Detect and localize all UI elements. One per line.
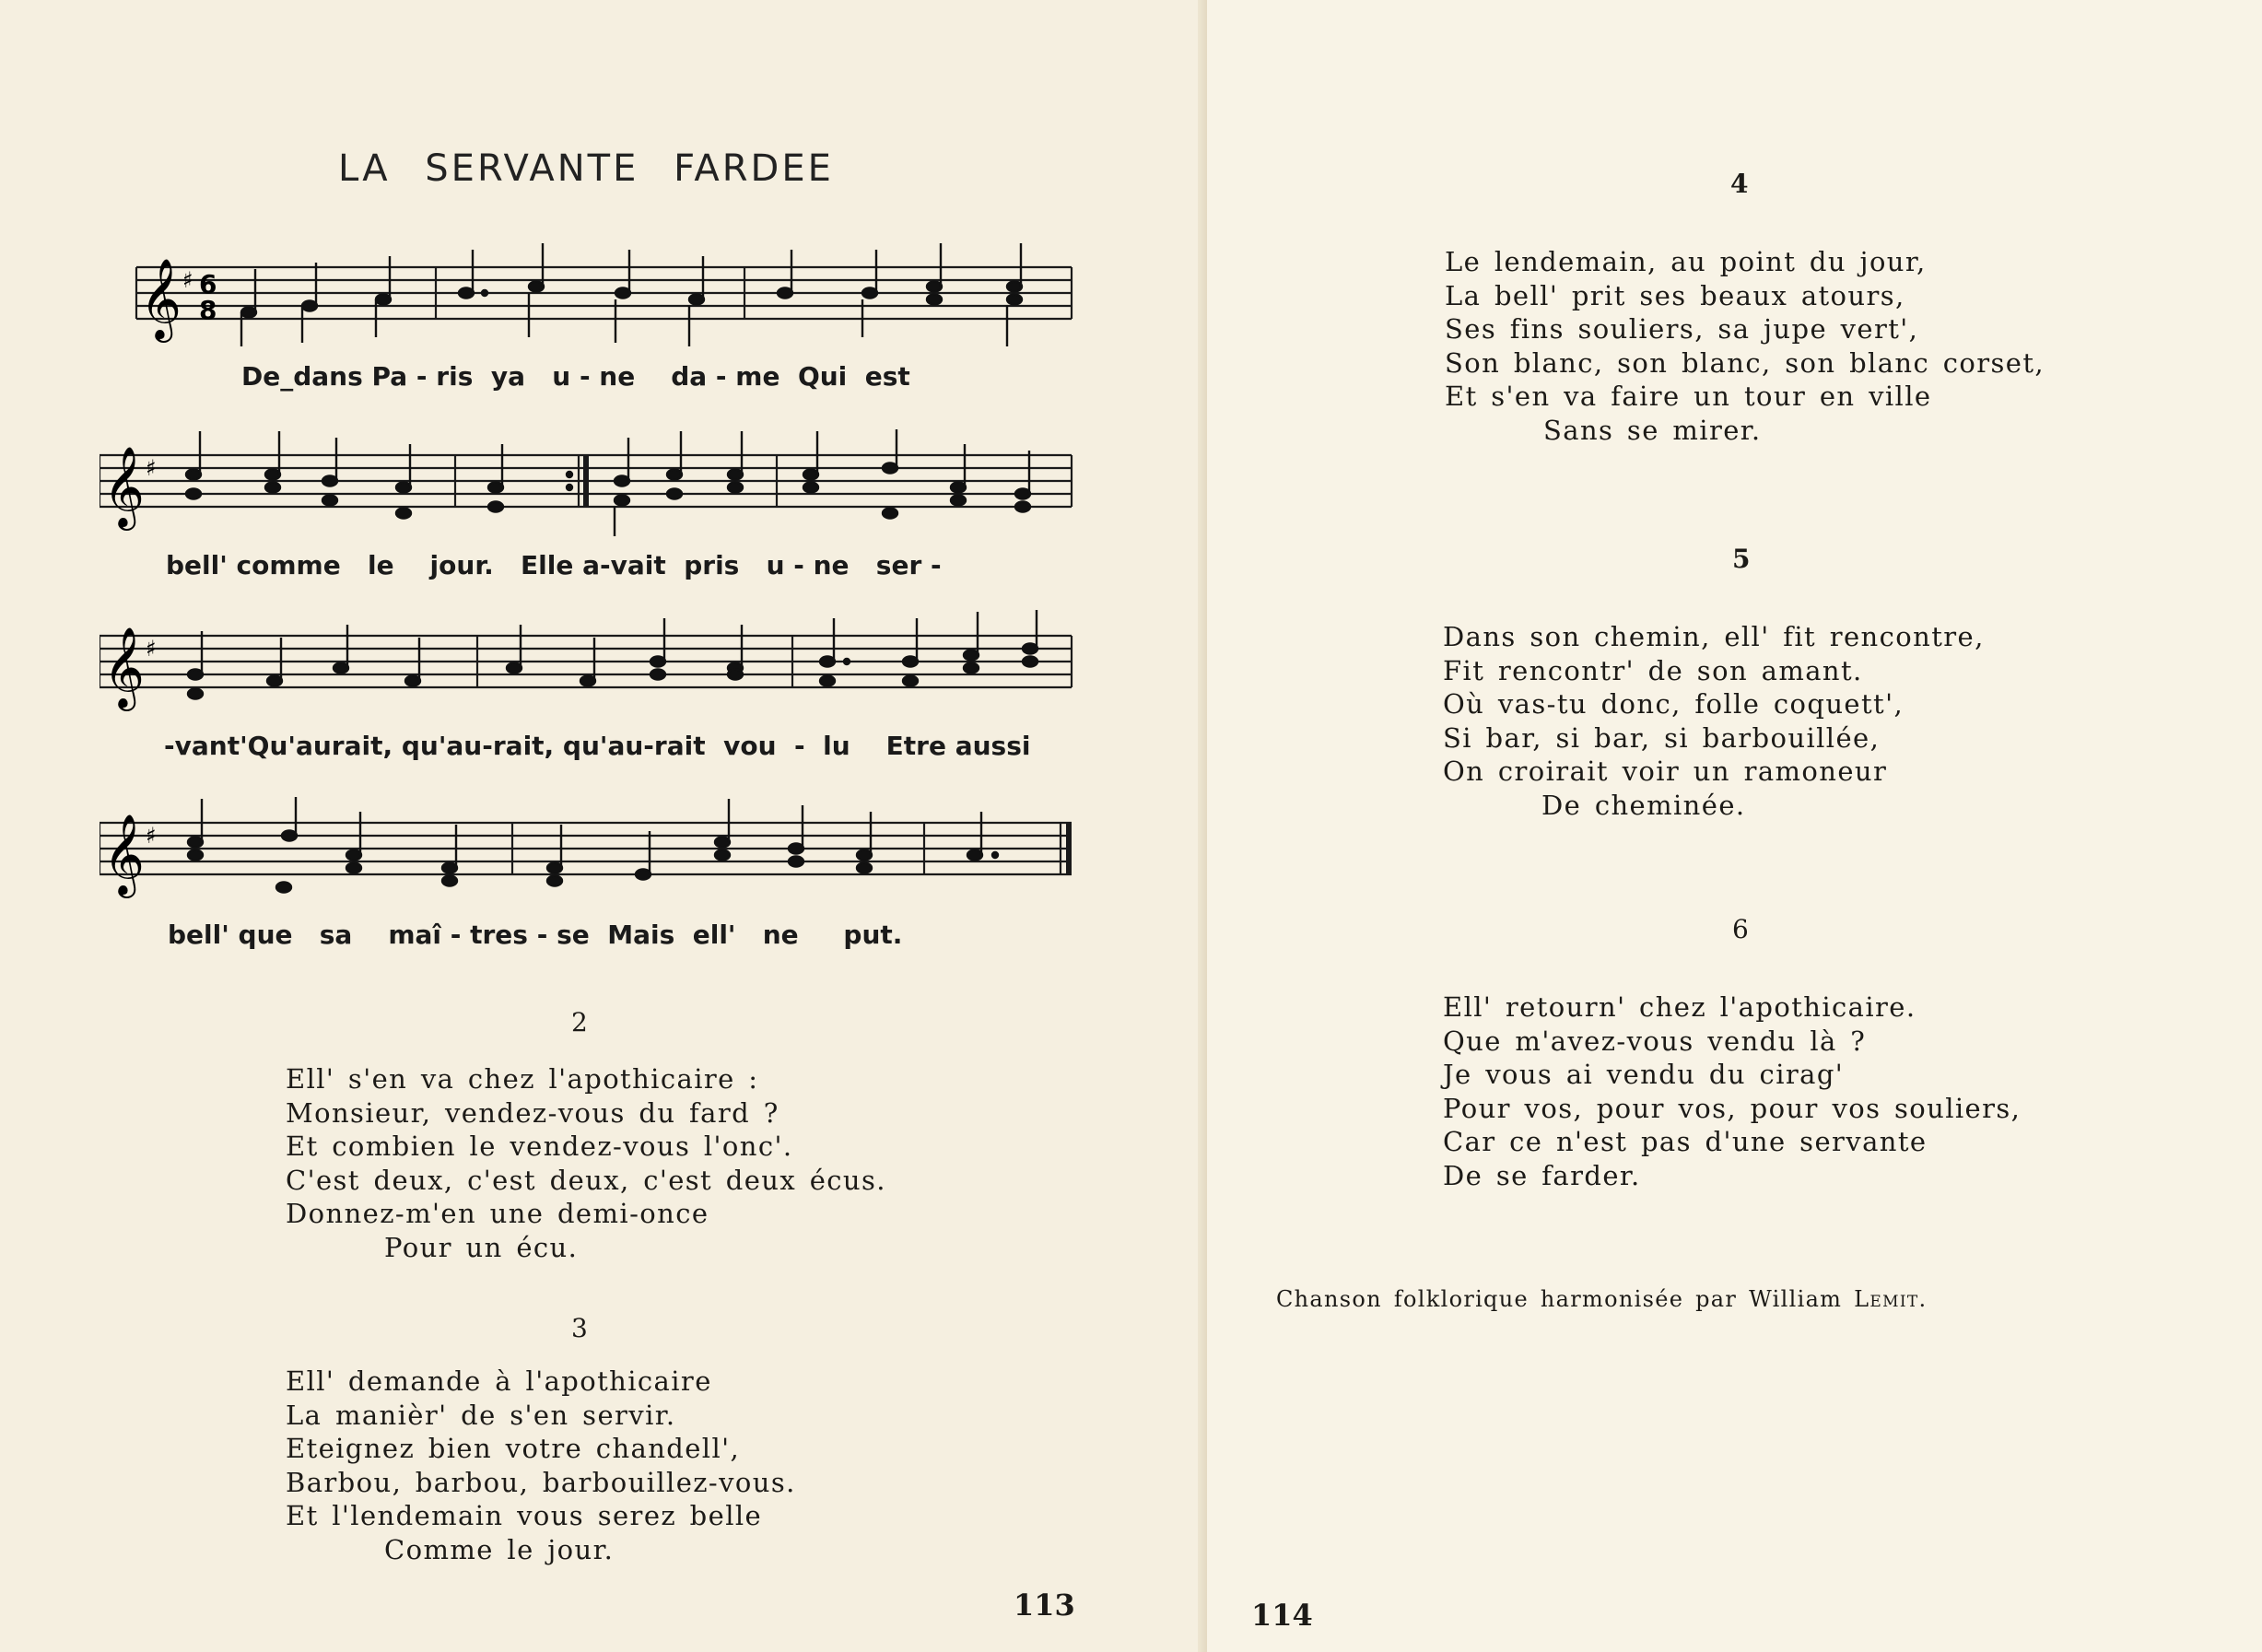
svg-text:𝄞: 𝄞 xyxy=(140,257,182,339)
stanza-number-6: 6 xyxy=(1732,914,1749,944)
stanza-number-5: 5 xyxy=(1732,544,1751,574)
music-staff-1 xyxy=(100,241,1076,352)
stanza-line: Son blanc, son blanc, son blanc corset, xyxy=(1445,346,2045,379)
stanza-line: Que m'avez-vous vendu là ? xyxy=(1443,1025,1867,1057)
stanza-line: Sans se mirer. xyxy=(1543,414,1762,446)
svg-text:𝄞: 𝄞 xyxy=(103,445,145,527)
stanza-line: Monsieur, vendez-vous du fard ? xyxy=(286,1096,779,1129)
stanza-line: Donnez-m'en une demi-once xyxy=(286,1198,709,1229)
stanza-line: Ell' demande à l'apothicaire xyxy=(286,1365,712,1397)
stanza-line: Ell' retourn' chez l'apothicaire. xyxy=(1443,991,1916,1023)
stanza-line: Eteignez bien votre chandell', xyxy=(286,1433,741,1464)
stanza-line: Ses fins souliers, sa jupe vert', xyxy=(1445,313,1919,345)
svg-text:♯: ♯ xyxy=(146,636,157,662)
stanza-line: Je vous ai vendu du cirag' xyxy=(1443,1059,1845,1090)
stanza-line: De cheminée. xyxy=(1541,789,1746,821)
stanza-line: Barbou, barbou, barbouillez-vous. xyxy=(286,1466,796,1498)
page-number-right: 114 xyxy=(1251,1598,1313,1633)
stanza-line: Et s'en va faire un tour en ville xyxy=(1445,381,1932,412)
stanza-line: Comme le jour. xyxy=(384,1533,615,1565)
music-staff-3 xyxy=(100,610,1076,721)
stanza-line: Dans son chemin, ell' fit rencontre, xyxy=(1443,621,1985,652)
page-number-left: 113 xyxy=(1014,1588,1075,1623)
stanza-2 xyxy=(286,1062,886,1264)
stanza-line: Pour un écu. xyxy=(384,1231,579,1263)
stanza-line: Et l'lendemain vous serez belle xyxy=(286,1500,763,1531)
music-staff-4 xyxy=(100,797,1076,908)
stanza-number-4: 4 xyxy=(1730,169,1749,199)
stanza-line: Et combien le vendez-vous l'onc'. xyxy=(286,1131,793,1162)
lyrics-line-3: -vant'Qu'aurait, qu'au-rait, qu'au-rait vou - lu Etre aussi xyxy=(164,731,1031,761)
stanza-line: De se farder. xyxy=(1443,1159,1641,1191)
stanza-line: Fit rencontr' de son amant. xyxy=(1443,654,1863,686)
right-page xyxy=(1207,0,2262,1652)
lyrics-line-4: bell' que sa maî - tres - se Mais ell' ne put. xyxy=(168,920,903,950)
svg-text:♯: ♯ xyxy=(146,455,157,481)
stanza-line: C'est deux, c'est deux, c'est deux écus. xyxy=(286,1164,886,1196)
stanza-line: Pour vos, pour vos, pour vos souliers, xyxy=(1443,1092,2022,1124)
stanza-4 xyxy=(1445,245,2045,447)
stanza-number-3: 3 xyxy=(571,1313,588,1343)
stanza-3 xyxy=(286,1365,796,1566)
stanza-line: Ell' s'en va chez l'apothicaire : xyxy=(286,1063,759,1095)
stanza-line: La bell' prit ses beaux atours, xyxy=(1445,279,1905,311)
credit-text: Chanson folklorique harmonisée par William xyxy=(1276,1286,1855,1312)
stanza-line: Où vas-tu donc, folle coquett', xyxy=(1443,688,1905,720)
svg-text:6: 6 xyxy=(199,269,217,299)
stanza-line: Car ce n'est pas d'une servante xyxy=(1443,1126,1928,1157)
lyrics-line-2: bell' comme le jour. Elle a-vait pris u - ne ser - xyxy=(166,550,942,580)
song-credit xyxy=(1276,1286,1927,1312)
stanza-5 xyxy=(1443,620,1985,822)
lyrics-line-1: De_dans Pa - ris ya u - ne da - me Qui est xyxy=(241,361,910,392)
svg-text:𝄞: 𝄞 xyxy=(103,626,145,708)
music-staff-2 xyxy=(100,429,1076,540)
stanza-6 xyxy=(1443,990,2021,1192)
stanza-line: Si bar, si bar, si barbouillée, xyxy=(1443,721,1881,754)
stanza-number-2: 2 xyxy=(571,1007,588,1037)
stanza-line: La manièr' de s'en servir. xyxy=(286,1399,676,1431)
song-title: LA SERVANTE FARDEE xyxy=(338,147,834,190)
credit-composer: Lemit. xyxy=(1854,1286,1928,1312)
svg-text:♯: ♯ xyxy=(182,267,193,293)
svg-text:♯: ♯ xyxy=(146,823,157,849)
stanza-line: On croirait voir un ramoneur xyxy=(1443,756,1888,787)
svg-text:𝄞: 𝄞 xyxy=(103,813,145,895)
svg-text:8: 8 xyxy=(199,295,217,325)
stanza-line: Le lendemain, au point du jour, xyxy=(1445,246,1927,277)
